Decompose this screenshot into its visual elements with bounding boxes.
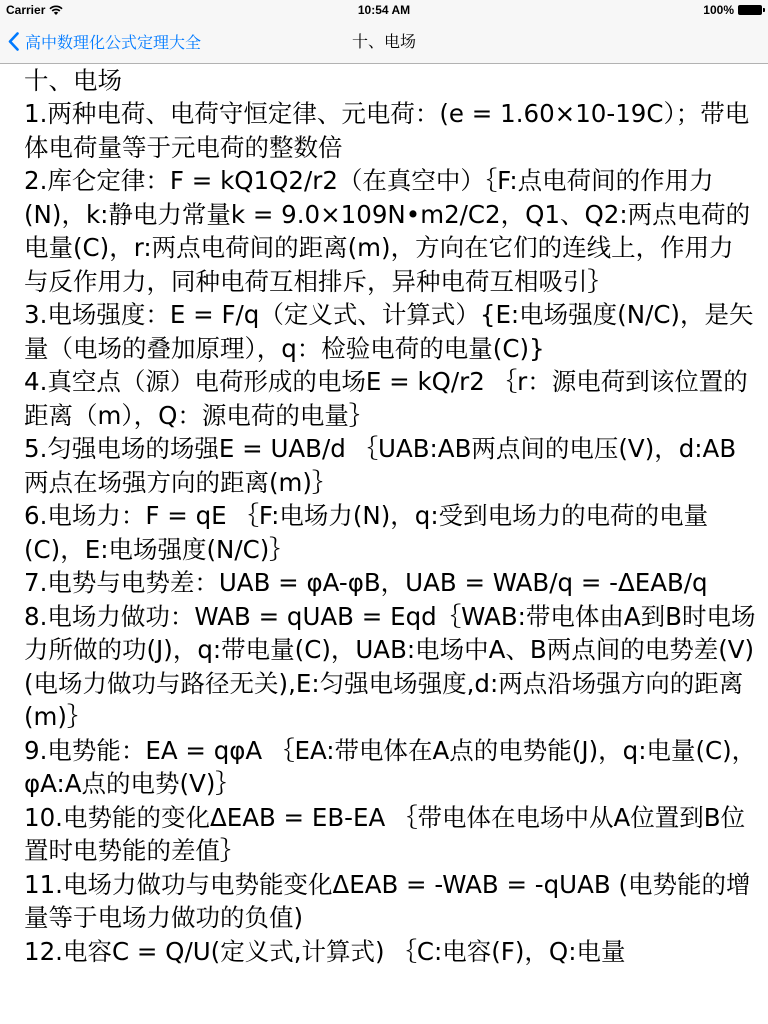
formula-item-11: 11.电场力做功与电势能变化ΔEAB = -WAB = -qUAB (电势能的增量等于电场力做功的负值) xyxy=(24,869,751,932)
formula-text-view[interactable] xyxy=(0,64,768,1024)
formula-item-9: 9.电势能：EA = qφA ｛EA:带电体在A点的电势能(J)，q:电量(C)，φA:A点的电势(V)｝ xyxy=(24,735,757,798)
chevron-left-icon xyxy=(8,32,19,51)
formula-item-4: 4.真空点（源）电荷形成的电场E = kQ/r2 ｛r：源电荷到该位置的距离（m），Q：源电荷的电量｝ xyxy=(24,367,748,430)
battery-icon xyxy=(738,5,762,15)
status-time: 10:54 AM xyxy=(357,3,411,17)
navigation-bar xyxy=(0,20,768,64)
formula-item-10: 10.电势能的变化ΔEAB = EB-EA ｛带电体在电场中从A位置到B位置时电势能的差值｝ xyxy=(24,802,746,865)
carrier-label: Carrier xyxy=(6,3,46,17)
status-bar xyxy=(0,0,768,20)
formula-item-8: 8.电场力做功：WAB = qUAB = Eqd｛WAB:带电体由A到B时电场力所做的功(J)，q:带电量(C)，UAB:电场中A、B两点间的电势差(V)(电场力做功与路径无关),E:匀强电场强度,d:两点沿场强方向的距离(m)｝ xyxy=(24,601,756,731)
page-title: 十、电场 xyxy=(351,32,416,51)
formula-item-12: 12.电容C = Q/U(定义式,计算式) ｛C:电容(F)，Q:电量 xyxy=(24,936,626,966)
section-heading: 十、电场 xyxy=(24,66,122,95)
formula-item-7: 7.电势与电势差：UAB = φA-φB，UAB = WAB/q = -ΔEAB/q xyxy=(24,568,708,597)
back-button[interactable] xyxy=(8,20,201,63)
formula-item-3: 3.电场强度：E = F/q（定义式、计算式）{E:电场强度(N/C)，是矢量（电场的叠加原理），q：检验电荷的电量(C)} xyxy=(24,300,754,363)
status-battery xyxy=(703,3,762,17)
formula-item-1: 1.两种电荷、电荷守恒定律、元电荷：(e = 1.60×10-19C）；带电体电荷量等于元电荷的整数倍 xyxy=(24,99,750,162)
formula-item-6: 6.电场力：F = qE ｛F:电场力(N)，q:受到电场力的电荷的电量(C)，E:电场强度(N/C)｝ xyxy=(24,501,709,564)
formula-item-2: 2.库仑定律：F = kQ1Q2/r2（在真空中）｛F:点电荷间的作用力(N)，k:静电力常量k = 9.0×109N•m2/C2，Q1、Q2:两点电荷的电量(C)，r:两点电荷间的距离(m)，方向在它们的连线上，作用力与反作用力，同种电荷互相排斥，异种电荷互相吸引｝ xyxy=(24,166,751,296)
formula-item-5: 5.匀强电场的场强E = UAB/d ｛UAB:AB两点间的电压(V)，d:AB两点在场强方向的距离(m)｝ xyxy=(24,434,737,497)
battery-percent: 100% xyxy=(703,3,734,17)
back-button-label: 高中数理化公式定理大全 xyxy=(25,33,202,52)
